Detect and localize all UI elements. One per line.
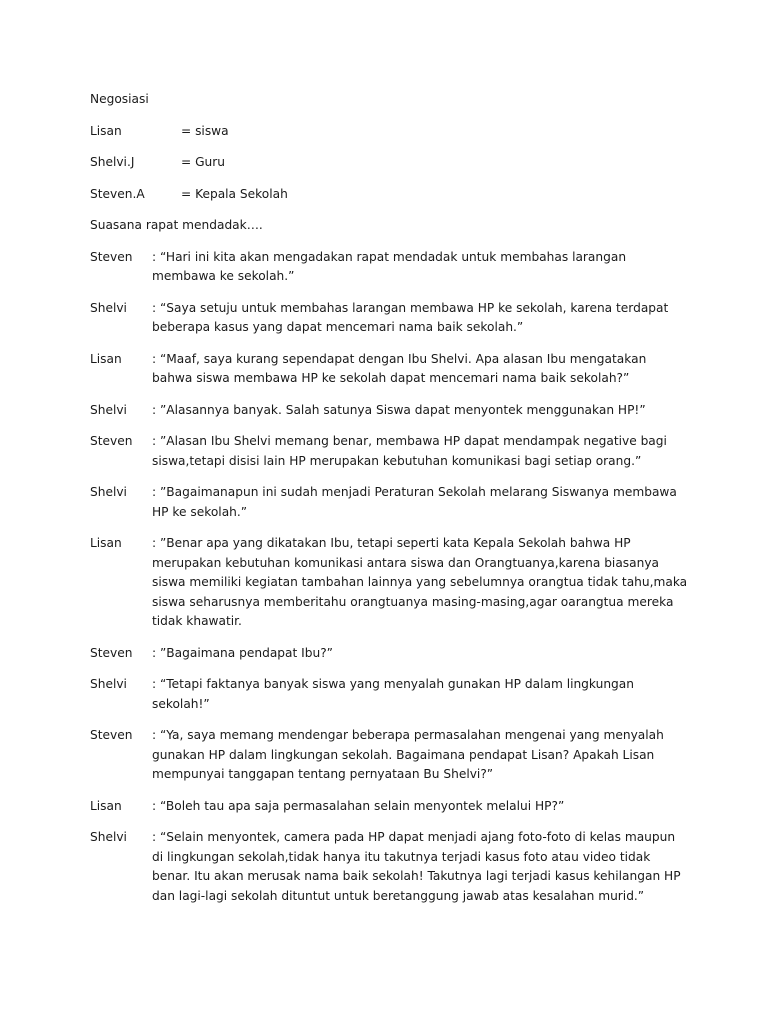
dialogue-line <box>90 401 690 421</box>
role-description: = Guru <box>181 155 225 169</box>
role-name: Shelvi.J <box>90 155 135 169</box>
scene-description: Suasana rapat mendadak…. <box>90 218 263 232</box>
dialogue-text: : “Tetapi faktanya banyak siswa yang menyalah gunakan HP dalam lingkungan sekolah!” <box>152 677 634 711</box>
dialogue-line <box>90 299 690 338</box>
role-description: = Kepala Sekolah <box>181 186 288 201</box>
dialogue-line <box>90 726 690 785</box>
dialogue-line <box>90 534 690 632</box>
dialogue-text: : “Maaf, saya kurang sependapat dengan Ibu Shelvi. Apa alasan Ibu mengatakan bahwa siswa membawa HP ke sekolah dapat mencemari nama baik sekolah?” <box>152 351 647 385</box>
speaker-name: Shelvi <box>90 402 127 417</box>
dialogue-text: : “Saya setuju untuk membahas larangan membawa HP ke sekolah, karena terdapat beberapa kasus yang dapat mencemari nama baik sekolah.” <box>152 300 669 334</box>
dialogue-text: : ”Bagaimana pendapat Ibu?” <box>152 645 333 660</box>
dialogue-line <box>90 675 690 714</box>
speaker-name: Steven <box>90 645 133 660</box>
document-title: Negosiasi <box>90 92 149 106</box>
speaker-name: Steven <box>90 249 133 264</box>
dialogue-line <box>90 797 690 817</box>
speaker-name: Lisan <box>90 536 122 550</box>
speaker-name: Shelvi <box>90 300 127 315</box>
dialogue-line <box>90 828 690 906</box>
role-row <box>90 153 690 173</box>
role-list <box>90 122 690 205</box>
dialogue-text: : “Hari ini kita akan mengadakan rapat mendadak untuk membahas larangan membawa ke sekolah.” <box>152 249 627 283</box>
speaker-name: Steven <box>90 434 133 448</box>
dialogue-line <box>90 644 690 664</box>
speaker-name: Shelvi <box>90 485 127 499</box>
dialogue-text: : ”Bagaimanapun ini sudah menjadi Peraturan Sekolah melarang Siswanya membawa HP ke sekolah.” <box>152 485 677 519</box>
speaker-name: Shelvi <box>90 677 127 691</box>
speaker-name: Lisan <box>90 798 122 813</box>
dialogue-text: : “Selain menyontek, camera pada HP dapat menjadi ajang foto-foto di kelas maupun di lingkungan sekolah,tidak hanya itu takutnya terjadi kasus foto atau video tidak benar. Itu akan merusak nama baik sekolah! Takutnya lagi terjadi kasus kehilangan HP dan lagi-lagi sekolah dituntut untuk beretanggung jawab atas kesalahan murid.” <box>152 830 681 903</box>
dialogue-line <box>90 432 690 471</box>
role-description: = siswa <box>181 123 229 138</box>
dialogue-text: : “Boleh tau apa saja permasalahan selain menyontek melalui HP?” <box>152 798 565 813</box>
dialogue-line <box>90 483 690 522</box>
role-name: Lisan <box>90 123 122 138</box>
dialogue-text: : ”Alasannya banyak. Salah satunya Siswa dapat menyontek menggunakan HP!” <box>152 402 646 417</box>
speaker-name: Steven <box>90 728 133 742</box>
speaker-name: Shelvi <box>90 830 127 844</box>
dialogue-line <box>90 248 690 287</box>
role-name: Steven.A <box>90 186 145 201</box>
dialogue-text: : ”Benar apa yang dikatakan Ibu, tetapi seperti kata Kepala Sekolah bahwa HP merupakan kebutuhan komunikasi antara siswa dan Orangtuanya,karena biasanya siswa memiliki kegiatan tambahan lainnya yang sebelumnya orangtua tidak tahu,maka siswa seharusnya memberitahu orangtuanya masing-masing,agar oarangtua mereka tidak khawatir. <box>152 536 688 628</box>
role-row <box>90 122 690 142</box>
dialogue-text: : “Ya, saya memang mendengar beberapa permasalahan mengenai yang menyalah gunakan HP dalam lingkungan sekolah. Bagaimana pendapat Lisan? Apakah Lisan mempunyai tanggapan tentang pernyataan Bu Shelvi?” <box>152 728 664 781</box>
speaker-name: Lisan <box>90 351 122 366</box>
role-row <box>90 185 690 205</box>
dialogue-text: : ”Alasan Ibu Shelvi memang benar, membawa HP dapat mendampak negative bagi siswa,tetapi disisi lain HP merupakan kebutuhan komunikasi bagi setiap orang.” <box>152 434 667 468</box>
document-page <box>90 90 690 918</box>
dialogue-line <box>90 350 690 389</box>
dialogue-list <box>90 248 690 907</box>
